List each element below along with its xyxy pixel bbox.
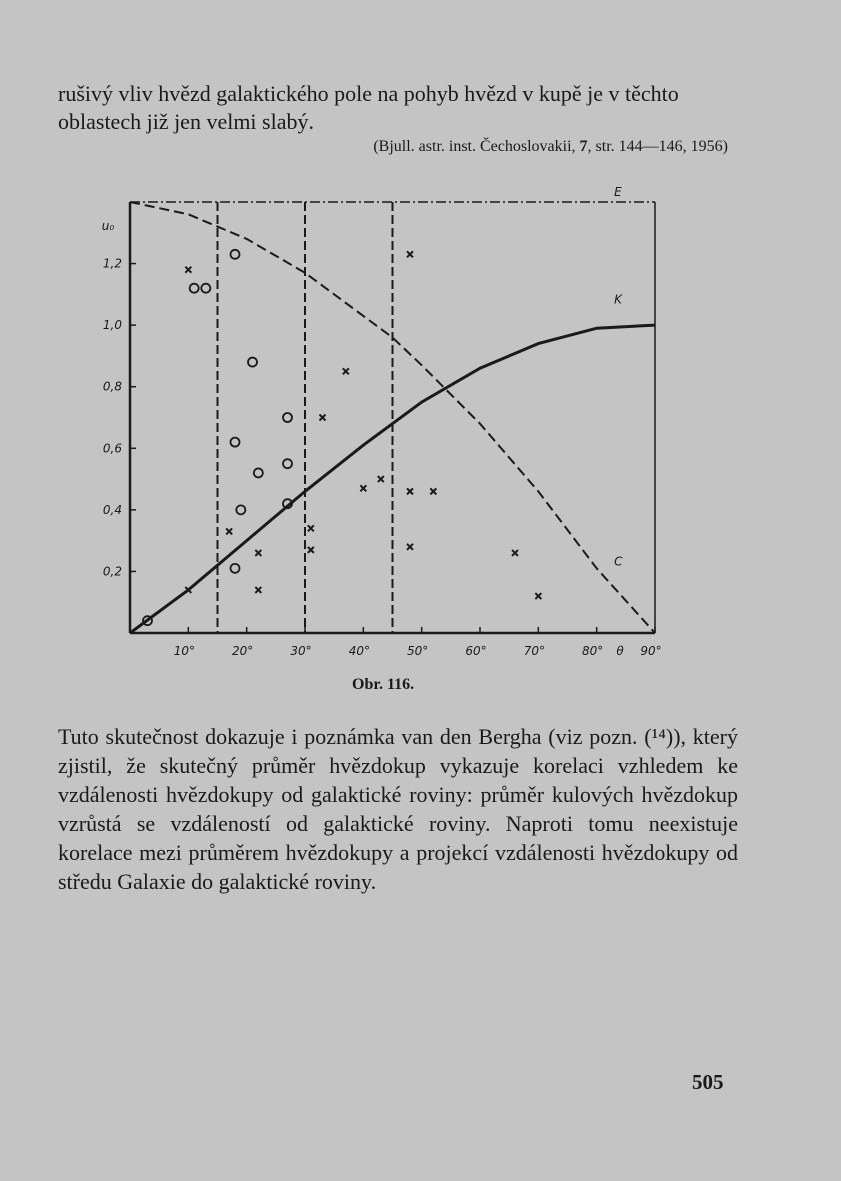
top-paragraph: rušivý vliv hvězd galaktického pole na pohyb hvězd v kupě je v těchto oblastech již jen velmi slabý. — [58, 81, 679, 134]
x-tick-label: 70° — [523, 644, 545, 658]
data-point-circle — [231, 564, 240, 573]
curve-label-c: C — [614, 554, 623, 569]
curve-label-e: E — [614, 185, 622, 199]
data-point-cross — [430, 488, 436, 494]
data-point-circle — [254, 468, 263, 477]
data-point-cross — [512, 550, 518, 556]
data-point-circle — [231, 250, 240, 259]
reference-citation — [258, 138, 728, 156]
x-tick-label: 90° — [640, 644, 662, 658]
data-point-cross — [378, 476, 384, 482]
figure-caption: Obr. 116. — [352, 676, 415, 693]
y-tick-label: 0,6 — [102, 441, 122, 456]
data-point-circle — [248, 358, 257, 367]
page-number: 505 — [692, 1070, 724, 1094]
x-tick-label: 50° — [407, 644, 429, 658]
bottom-paragraph: Tuto skutečnost dokazuje i poznámka van den Bergha (viz pozn. (¹⁴)), který zjistil, že skutečný průměr hvězdokup vykazuje korelaci vzhledem ke vzdálenosti hvězdokupy od galaktické roviny: průměr kulových hvězdokup vzrůstá se vzdáleností od galaktické roviny. Naproti tomu neexistuje korelace mezi průměrem hvězdokupy a projekcí vzdálenosti hvězdokupy od středu Galaxie do galaktické roviny. — [58, 724, 738, 894]
y-tick-label: 0,8 — [102, 379, 122, 394]
data-point-cross — [320, 415, 326, 421]
data-point-circle — [201, 284, 210, 293]
reference-prefix: (Bjull. astr. inst. Čechoslovakii, — [373, 138, 580, 155]
data-point-circle — [283, 413, 292, 422]
x-axis-title: θ — [616, 644, 624, 658]
data-point-cross — [343, 368, 349, 374]
x-tick-label: 60° — [465, 644, 487, 658]
data-point-circle — [283, 499, 292, 508]
chart-layer — [102, 185, 662, 658]
y-tick-label: 0,2 — [102, 564, 122, 579]
data-point-cross — [407, 488, 413, 494]
y-axis-title: u₀ — [101, 219, 115, 233]
y-tick-label: 1,0 — [102, 318, 122, 333]
data-point-circle — [190, 284, 199, 293]
x-tick-label: 30° — [290, 644, 312, 658]
x-tick-label: 10° — [173, 644, 195, 658]
data-point-circle — [236, 505, 245, 514]
data-point-cross — [407, 544, 413, 550]
data-point-cross — [185, 267, 191, 273]
reference-suffix: , str. 144—146, 1956) — [587, 138, 728, 155]
data-point-cross — [535, 593, 541, 599]
x-tick-label: 80° — [582, 644, 604, 658]
data-point-cross — [360, 485, 366, 491]
curve-k — [130, 325, 655, 633]
data-point-cross — [255, 587, 261, 593]
curve-e — [130, 202, 655, 633]
data-point-cross — [185, 587, 191, 593]
data-point-cross — [308, 547, 314, 553]
data-point-cross — [308, 525, 314, 531]
x-tick-label: 40° — [348, 644, 370, 658]
x-tick-label: 20° — [232, 644, 254, 658]
curve-label-k: K — [614, 292, 623, 307]
data-point-cross — [226, 528, 232, 534]
data-point-cross — [407, 251, 413, 257]
data-point-circle — [143, 616, 152, 625]
y-tick-label: 0,4 — [102, 502, 122, 517]
data-point-circle — [283, 459, 292, 468]
reference-volume: 7 — [579, 138, 588, 155]
data-point-circle — [231, 438, 240, 447]
data-point-cross — [255, 550, 261, 556]
y-tick-label: 1,2 — [102, 256, 122, 271]
